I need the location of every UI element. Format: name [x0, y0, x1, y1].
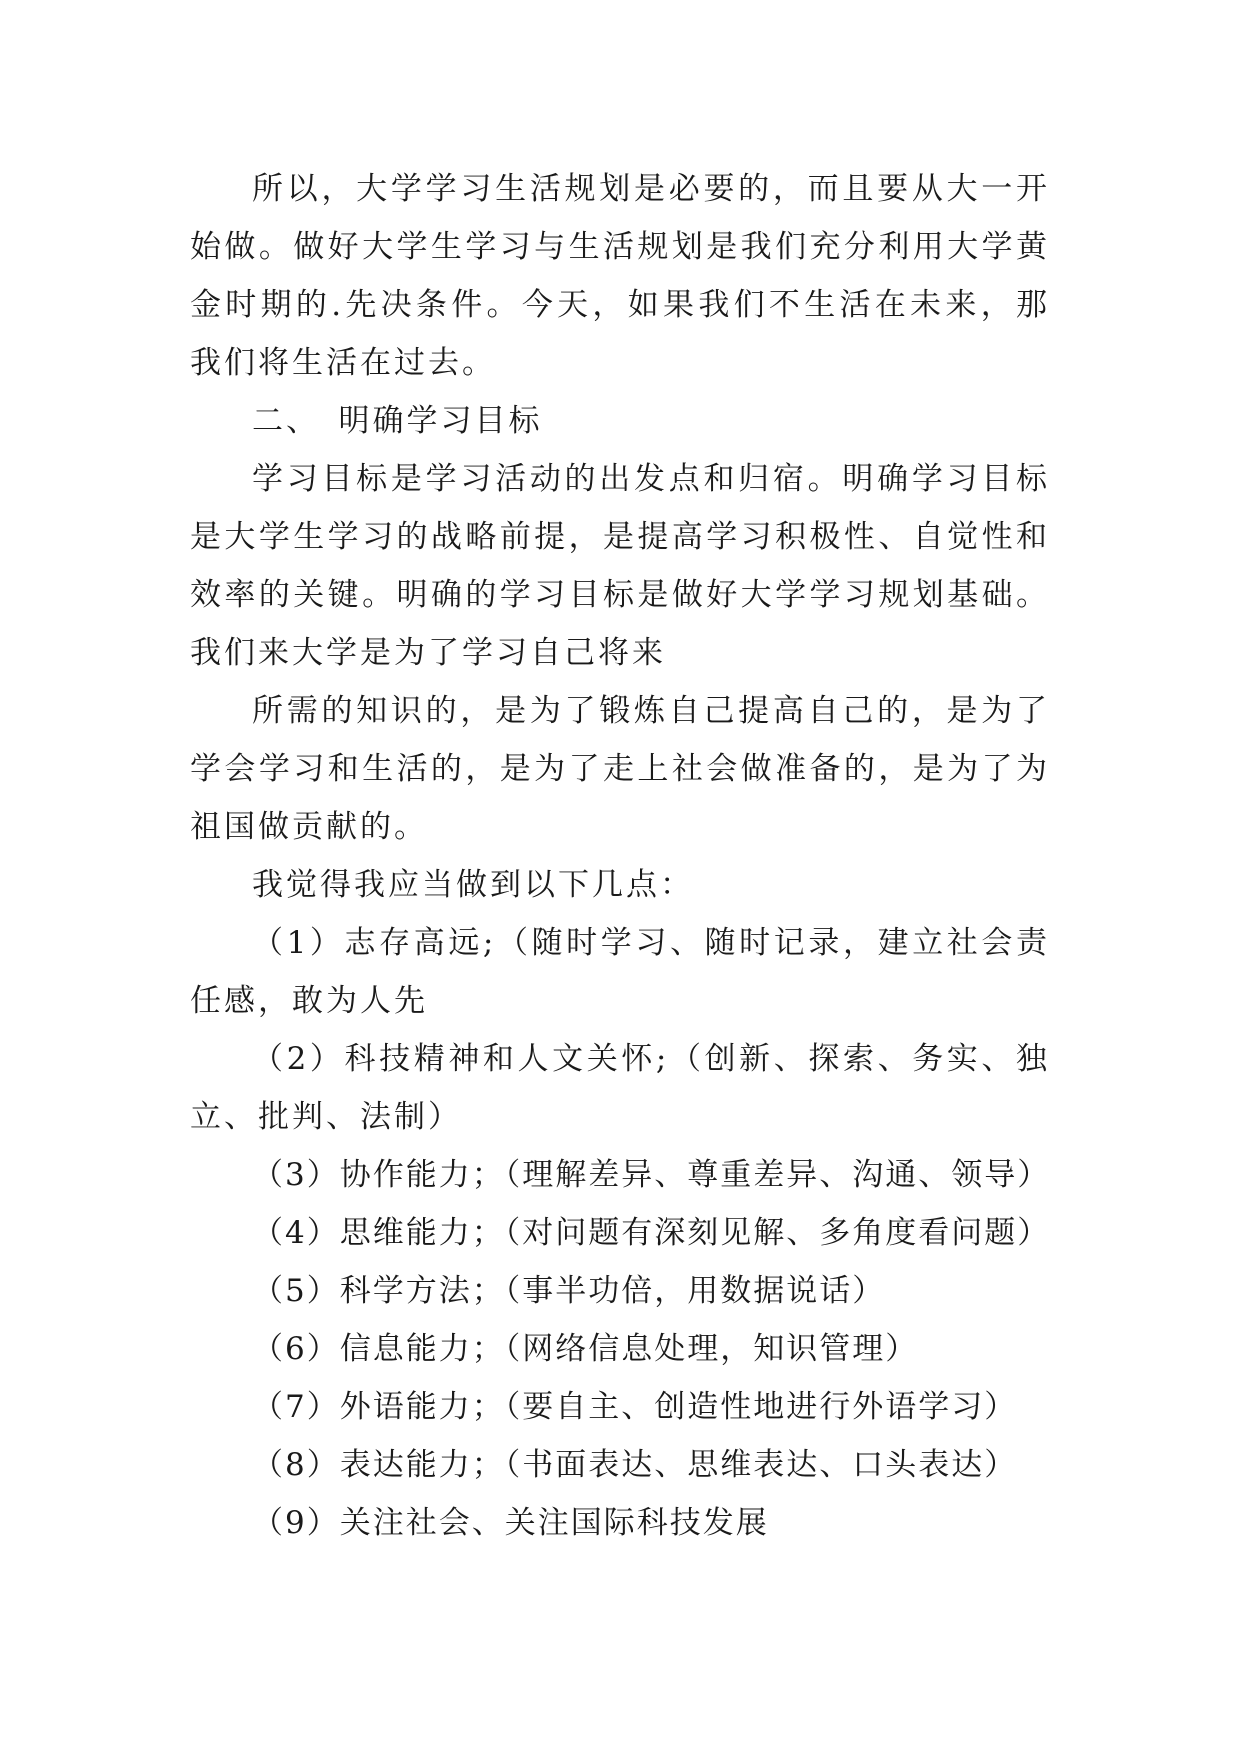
list-item-3: （3）协作能力；（理解差异、尊重差异、沟通、领导） [252, 1157, 1051, 1193]
list-item-7: （7）外语能力；（要自主、创造性地进行外语学习） [252, 1389, 1018, 1425]
list-item-1: （1）志存高远;（随时学习、随时记录，建立社会责任感，敢为人先 [190, 925, 1050, 1019]
paragraph-purpose: 所需的知识的，是为了锻炼自己提高自己的，是为了学会学习和生活的，是为了走上社会做准备的，是为了为祖国做贡献的。 [190, 693, 1050, 845]
list-item-5: （5）科学方法；（事半功倍，用数据说话） [252, 1273, 886, 1309]
list-item-8: （8）表达能力；（书面表达、思维表达、口头表达） [252, 1447, 1018, 1483]
paragraph-learning-goals: 学习目标是学习活动的出发点和归宿。明确学习目标是大学生学习的战略前提，是提高学习积极性、自觉性和效率的关键。明确的学习目标是做好大学学习规划基础。我们来大学是为了学习自己将来 [190, 461, 1050, 671]
paragraph-planning-necessity: 所以，大学学习生活规划是必要的，而且要从大一开始做。做好大学生学习与生活规划是我们充分利用大学黄金时期的.先决条件。今天，如果我们不生活在未来，那我们将生活在过去。 [190, 171, 1050, 381]
paragraph-list-intro: 我觉得我应当做到以下几点： [252, 867, 694, 903]
section-heading-learning-goals: 二、 明确学习目标 [252, 403, 543, 439]
list-item-9: （9）关注社会、关注国际科技发展 [252, 1505, 769, 1541]
list-item-6: （6）信息能力；（网络信息处理，知识管理） [252, 1331, 919, 1367]
document-body [190, 160, 1050, 1552]
list-item-2: （2）科技精神和人文关怀;（创新、探索、务实、独立、批判、法制） [190, 1041, 1050, 1135]
list-item-4: （4）思维能力；（对问题有深刻见解、多角度看问题） [252, 1215, 1051, 1251]
